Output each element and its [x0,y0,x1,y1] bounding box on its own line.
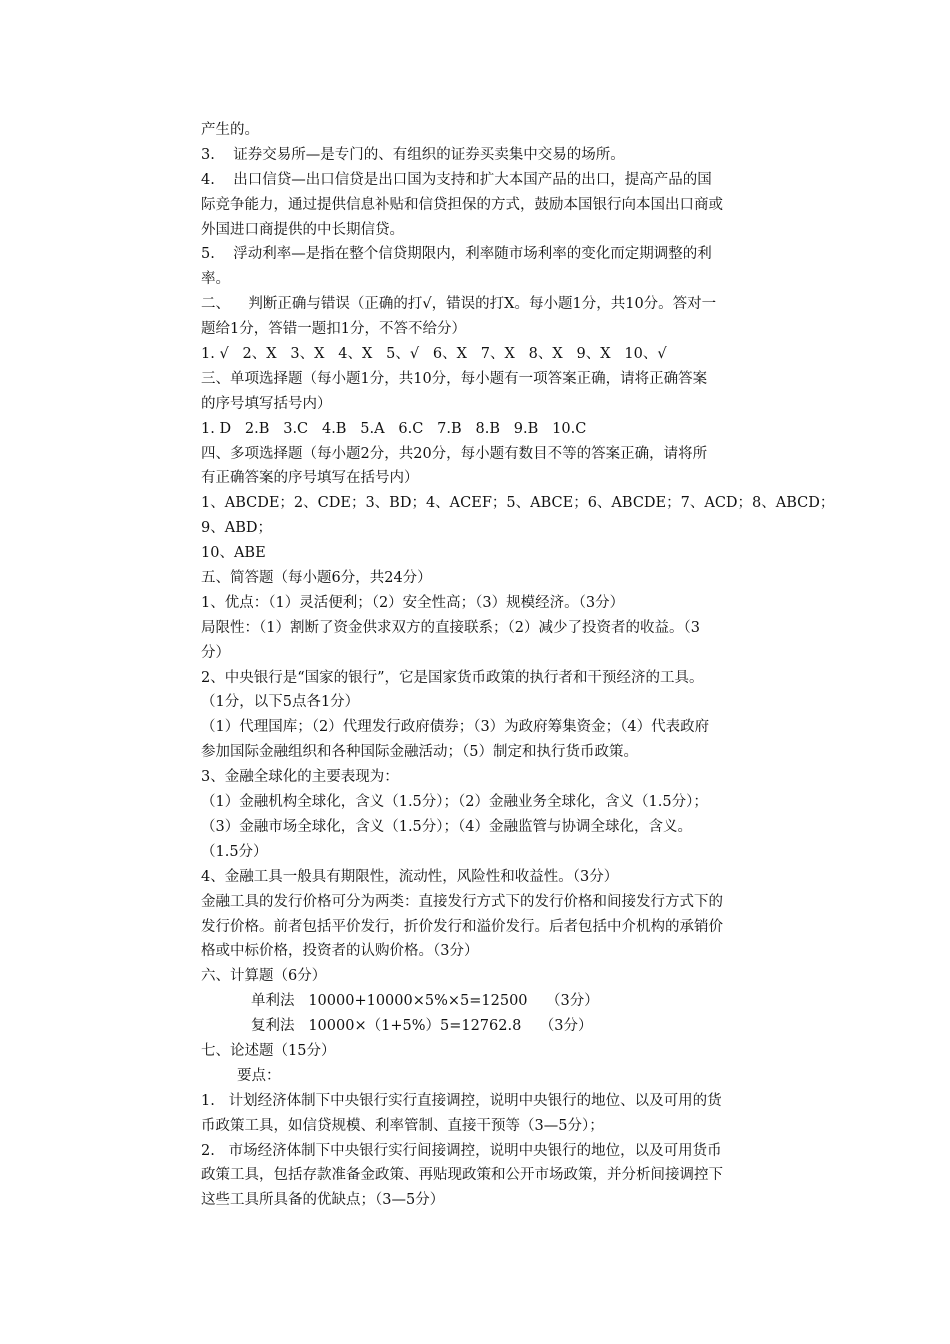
text-line: 金融工具的发行价格可分为两类：直接发行方式下的发行价格和间接发行方式下的 [201,893,723,910]
text-line: 参加国际金融组织和各种国际金融活动；（5）制定和执行货币政策。 [201,744,638,761]
document-body [201,118,835,1213]
text-line: 格或中标价格，投资者的认购价格。（3分） [201,943,479,960]
text-line: 4、金融工具一般具有期限性，流动性，风险性和收益性。（3分） [201,868,619,885]
text-line: （1）金融机构全球化，含义（1.5分）；（2）金融业务全球化，含义（1.5分）； [201,794,708,811]
text-line: 3. 证券交易所—是专门的、有组织的证券买卖集中交易的场所。 [201,146,625,163]
text-line: 率。 [201,271,230,288]
text-line: 2. 市场经济体制下中央银行实行间接调控，说明中央银行的地位，以及可用货币 [201,1142,722,1159]
text-line: 发行价格。前者包括平价发行，折价发行和溢价发行。后者包括中介机构的承销价 [201,918,723,935]
section-heading: 五、简答题（每小题6分，共24分） [201,570,432,587]
text-line: 2、中央银行是“国家的银行”，它是国家货币政策的执行者和干预经济的工具。 [201,669,704,686]
text-line: 3、金融全球化的主要表现为： [201,769,399,786]
section-heading: 二、 判断正确与错误（正确的打√，错误的打X。每小题1分，共10分。答对一 [201,296,717,313]
section-heading: 七、论述题（15分） [201,1042,336,1059]
text-line: （3）金融市场全球化，含义（1.5分）；（4）金融监管与协调全球化，含义。 [201,818,693,835]
text-line: 局限性：（1）割断了资金供求双方的直接联系；（2）减少了投资者的收益。（3 [201,619,700,636]
text-line: 外国进口商提供的中长期信贷。 [201,221,404,238]
text-line: 分） [201,644,230,661]
text-line: 产生的。 [201,122,259,138]
text-line: 题给1分，答错一题扣1分，不答不给分） [201,321,466,338]
text-line: 币政策工具，如信贷规模、利率管制、直接干预等（3—5分）； [201,1117,604,1134]
section-heading: 三、单项选择题（每小题1分，共10分，每小题有一项答案正确，请将正确答案 [201,370,708,387]
calculation-line: 复利法 10000×（1+5%）5=12762.8 （3分） [251,1018,593,1035]
text-line: 5. 浮动利率—是指在整个信贷期限内，利率随市场利率的变化而定期调整的利 [201,246,712,263]
section-heading: 六、计算题（6分） [201,968,327,985]
answer-line: 1、ABCDE；2、CDE；3、BD；4、ACEF；5、ABCE；6、ABCDE；7、ACD；8、ABCD； [201,495,835,512]
answer-line: 1. D 2.B 3.C 4.B 5.A 6.C 7.B 8.B 9.B 10.C [201,420,587,437]
text-line: （1）代理国库；（2）代理发行政府债券；（3）为政府筹集资金；（4）代表政府 [201,719,710,736]
answer-line: 9、ABD； [201,520,272,537]
text-line: 4. 出口信贷—出口信贷是出口国为支持和扩大本国产品的出口，提高产品的国 [201,171,712,188]
text-line: 1. 计划经济体制下中央银行实行直接调控，说明中央银行的地位、以及可用的货 [201,1092,722,1109]
section-heading: 四、多项选择题（每小题2分，共20分，每小题有数目不等的答案正确，请将所 [201,445,708,462]
text-line: 有正确答案的序号填写在括号内） [201,470,419,487]
answer-line: 1. √ 2、X 3、X 4、X 5、√ 6、X 7、X 8、X 9、X 10、√ [201,346,667,363]
calculation-line: 单利法 10000+10000×5%×5=12500 （3分） [251,993,599,1010]
text-line: （1分，以下5点各1分） [201,694,360,711]
text-line: 际竞争能力，通过提供信息补贴和信贷担保的方式，鼓励本国银行向本国出口商或 [201,196,723,213]
text-line: 要点： [237,1067,281,1084]
text-line: 1、优点：（1）灵活便利；（2）安全性高；（3）规模经济。（3分） [201,594,625,611]
answer-line: 10、ABE [201,545,266,562]
text-line: 这些工具所具备的优缺点；（3—5分） [201,1192,445,1209]
text-line: （1.5分） [201,843,268,860]
text-line: 政策工具，包括存款准备金政策、再贴现政策和公开市场政策，并分析间接调控下 [201,1167,723,1184]
text-line: 的序号填写括号内） [201,395,332,412]
